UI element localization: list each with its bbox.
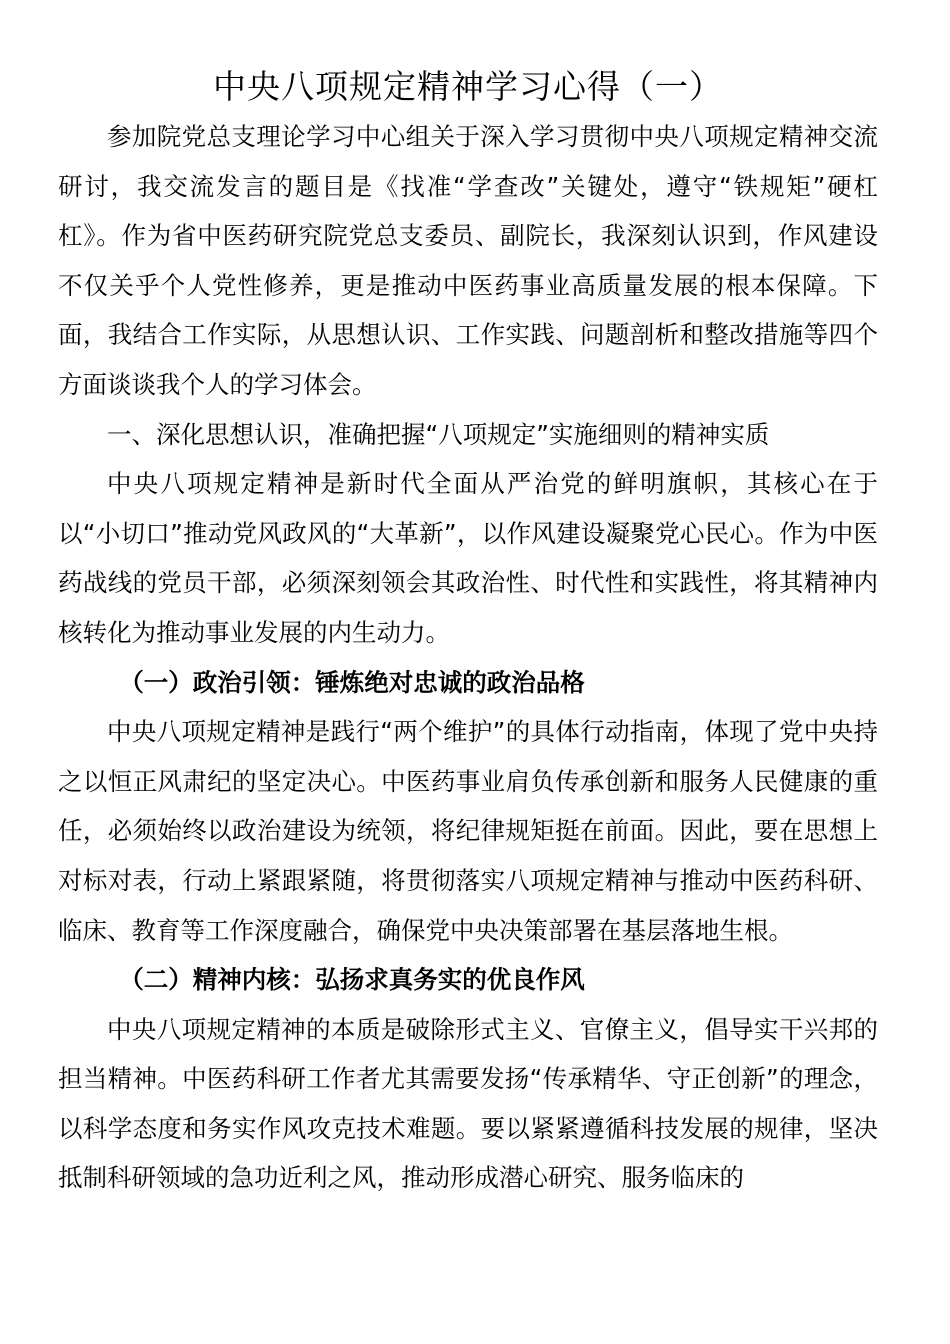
section-heading-1: 一、深化思想认识，准确把握“八项规定”实施细则的精神实质 bbox=[107, 419, 770, 449]
section-1-paragraph: 中央八项规定精神是新时代全面从严治党的鲜明旗帜，其核心在于以“小切口”推动党风政风的“大革新”，以作风建设凝聚党心民心。作为中医药战线的党员干部，必须深刻领会其政治性、时代性和实践性，将其精神内核转化为推动事业发展的内生动力。 bbox=[58, 469, 878, 647]
document-title: 中央八项规定精神学习心得（一） bbox=[213, 67, 723, 106]
subsection-heading-1: （一）政治引领：锤炼绝对忠诚的政治品格 bbox=[119, 667, 585, 697]
subsection-2-paragraph: 中央八项规定精神的本质是破除形式主义、官僚主义，倡导实干兴邦的担当精神。中医药科研工作者尤其需要发扬“传承精华、守正创新”的理念，以科学态度和务实作风攻克技术难题。要以紧紧遵循科技发展的规律，坚决抵制科研领域的急功近利之风，推动形成潜心研究、服务临床的 bbox=[58, 1014, 878, 1193]
subsection-1-paragraph: 中央八项规定精神是践行“两个维护”的具体行动指南，体现了党中央持之以恒正风肃纪的坚定决心。中医药事业肩负传承创新和服务人民健康的重任，必须始终以政治建设为统领，将纪律规矩挺在前面。因此，要在思想上对标对表，行动上紧跟紧随，将贯彻落实八项规定精神与推动中医药科研、临床、教育等工作深度融合，确保党中央决策部署在基层落地生根。 bbox=[58, 717, 878, 945]
subsection-heading-2: （二）精神内核：弘扬求真务实的优良作风 bbox=[119, 965, 585, 995]
document-page bbox=[58, 62, 878, 1203]
intro-paragraph: 参加院党总支理论学习中心组关于深入学习贯彻中央八项规定精神交流研讨，我交流发言的题目是《找准“学查改”关键处，遵守“铁规矩”硬杠杠》。作为省中医药研究院党总支委员、副院长，我深刻认识到，作风建设不仅关乎个人党性修养，更是推动中医药事业高质量发展的根本保障。下面，我结合工作实际，从思想认识、工作实践、问题剖析和整改措施等四个方面谈谈我个人的学习体会。 bbox=[58, 122, 878, 399]
